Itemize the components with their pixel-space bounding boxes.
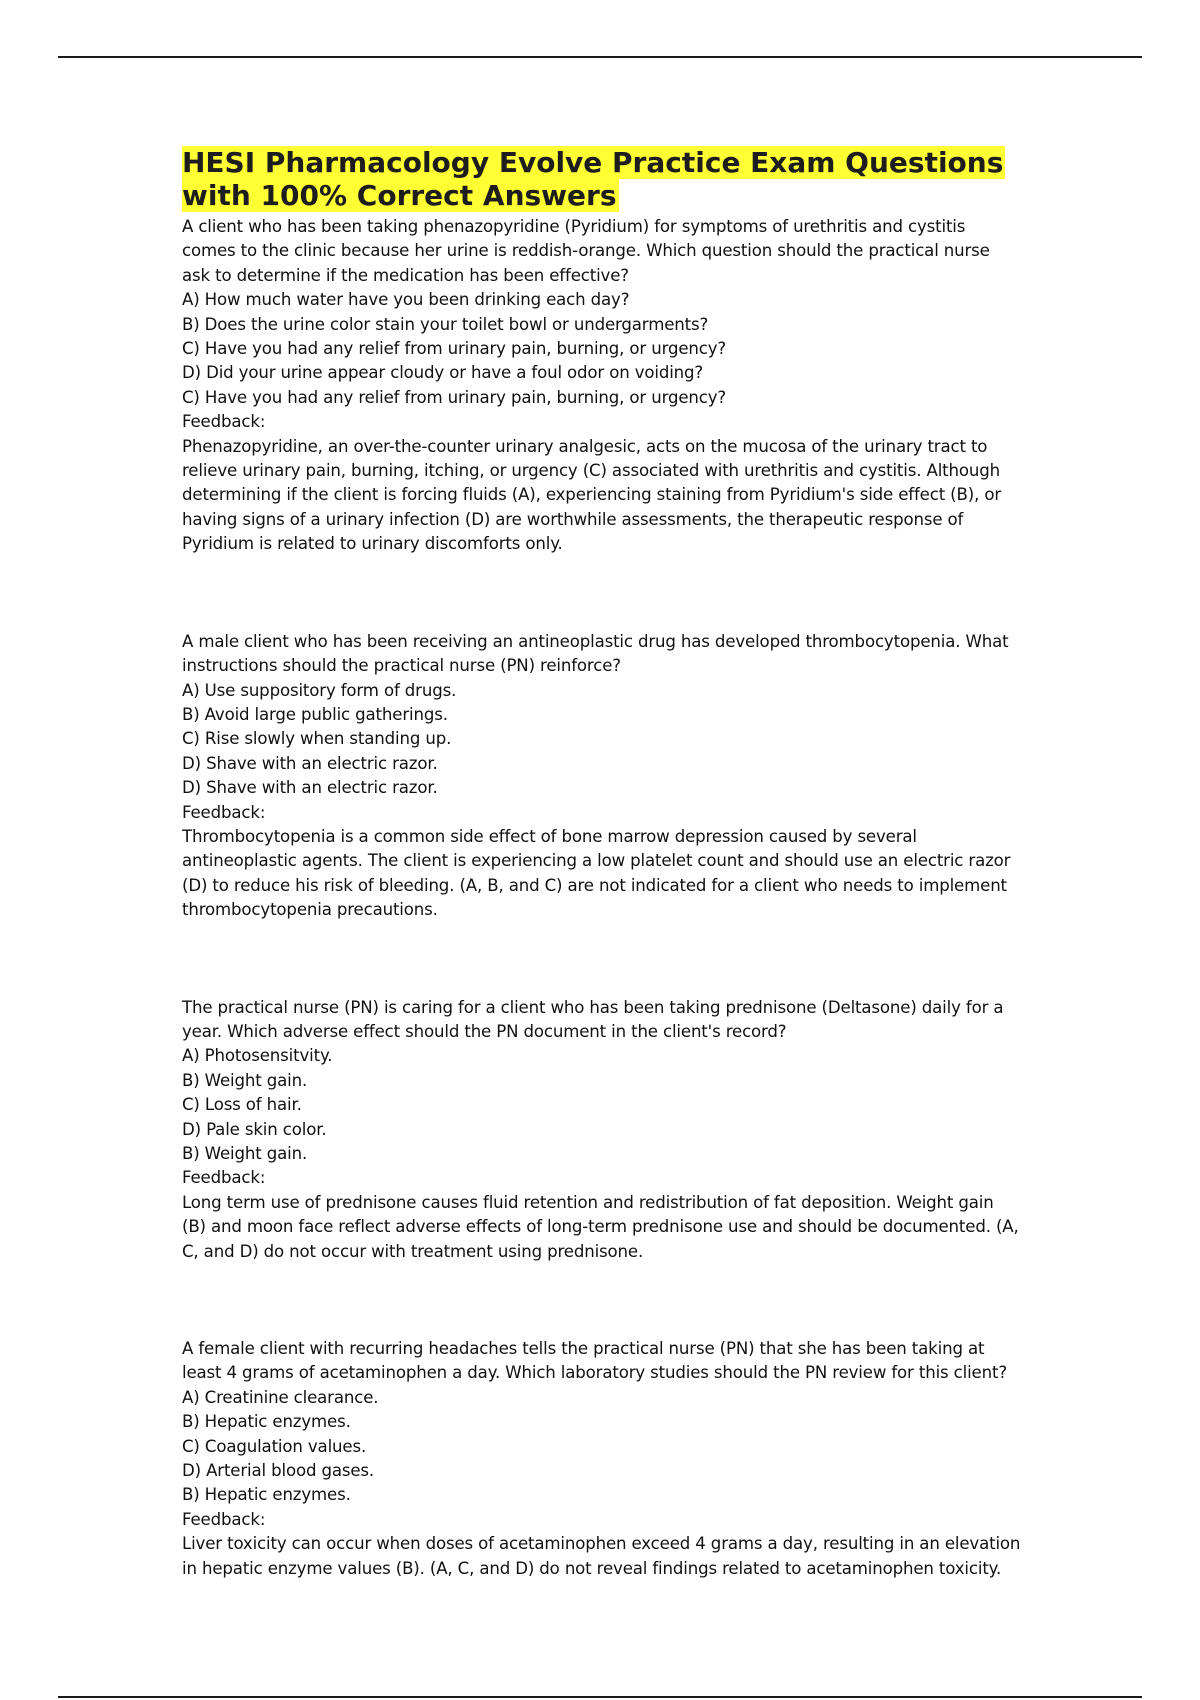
option-a: A) How much water have you been drinking each day? [182, 290, 630, 310]
question-block-3 [182, 996, 1022, 1264]
option-c: C) Loss of hair. [182, 1095, 302, 1115]
document-title [182, 146, 1022, 212]
option-c: C) Rise slowly when standing up. [182, 729, 452, 749]
option-d: D) Shave with an electric razor. [182, 753, 438, 773]
correct-answer: D) Shave with an electric razor. [182, 778, 438, 798]
option-c: C) Have you had any relief from urinary pain, burning, or urgency? [182, 339, 727, 359]
feedback-text: Thrombocytopenia is a common side effect of bone marrow depression caused by several antineoplastic agents. The client is experiencing a low platelet count and should use an electric razor (D) to reduce his risk of bleeding. (A, B, and C) are not indicated for a client who needs to implement thrombocytopenia precautions. [182, 826, 1011, 920]
question-stem: A female client with recurring headaches tells the practical nurse (PN) that she has been taking at least 4 grams of acetaminophen a day. Which laboratory studies should the PN review for this client? [182, 1339, 1007, 1383]
feedback-label: Feedback: [182, 412, 266, 432]
option-b: B) Does the urine color stain your toilet bowl or undergarments? [182, 314, 709, 334]
feedback-text: Long term use of prednisone causes fluid retention and redistribution of fat deposition. Weight gain (B) and moon face reflect adverse effects of long-term prednisone use and should be documented. (A, C, and D) do not occur with treatment using prednisone. [182, 1192, 1019, 1261]
question-stem: A client who has been taking phenazopyridine (Pyridium) for symptoms of urethritis and cystitis comes to the clinic because her urine is reddish-orange. Which question should the practical nurse ask to determine if the medication has been effective? [182, 217, 990, 285]
feedback-text: Phenazopyridine, an over-the-counter urinary analgesic, acts on the mucosa of the urinary tract to relieve urinary pain, burning, itching, or urgency (C) associated with urethritis and cystitis. Although determining if the client is forcing fluids (A), experiencing staining from Pyridium's side effect (B), or having signs of a urinary infection (D) are worthwhile assessments, the therapeutic response of Pyridium is related to urinary discomforts only. [182, 436, 1001, 554]
option-b: B) Hepatic enzymes. [182, 1412, 351, 1432]
option-d: D) Arterial blood gases. [182, 1461, 375, 1481]
title-highlight: HESI Pharmacology Evolve Practice Exam Questions with 100% Correct Answers [182, 146, 1004, 212]
option-d: D) Did your urine appear cloudy or have a foul odor on voiding? [182, 363, 704, 383]
feedback-label: Feedback: [182, 1509, 266, 1529]
question-spacer [182, 923, 1022, 996]
question-block-1 [182, 215, 1022, 557]
top-rule [58, 56, 1142, 58]
option-d: D) Pale skin color. [182, 1119, 327, 1139]
feedback-text: Liver toxicity can occur when doses of acetaminophen exceed 4 grams a day, resulting in an elevation in hepatic enzyme values (B). (A, C, and D) do not reveal findings related to acetaminophen toxicity. [182, 1534, 1021, 1578]
question-block-4 [182, 1337, 1022, 1581]
question-stem: The practical nurse (PN) is caring for a client who has been taking prednisone (Deltasone) daily for a year. Which adverse effect should the PN document in the client's record? [182, 997, 1004, 1041]
question-spacer [182, 1264, 1022, 1337]
question-stem: A male client who has been receiving an antineoplastic drug has developed thrombocytopenia. What instructions should the practical nurse (PN) reinforce? [182, 631, 1009, 676]
question-spacer [182, 557, 1022, 630]
option-a: A) Use suppository form of drugs. [182, 680, 457, 700]
correct-answer: C) Have you had any relief from urinary pain, burning, or urgency? [182, 387, 727, 407]
bottom-rule [58, 1696, 1142, 1698]
document-body [182, 146, 1022, 1581]
feedback-label: Feedback: [182, 1168, 266, 1188]
question-block-2 [182, 630, 1022, 923]
option-b: B) Avoid large public gatherings. [182, 704, 448, 724]
option-c: C) Coagulation values. [182, 1436, 367, 1456]
option-a: A) Creatinine clearance. [182, 1387, 379, 1407]
option-b: B) Weight gain. [182, 1070, 308, 1090]
feedback-label: Feedback: [182, 802, 266, 822]
correct-answer: B) Weight gain. [182, 1144, 308, 1163]
correct-answer: B) Hepatic enzymes. [182, 1485, 351, 1505]
option-a: A) Photosensitvity. [182, 1046, 333, 1066]
